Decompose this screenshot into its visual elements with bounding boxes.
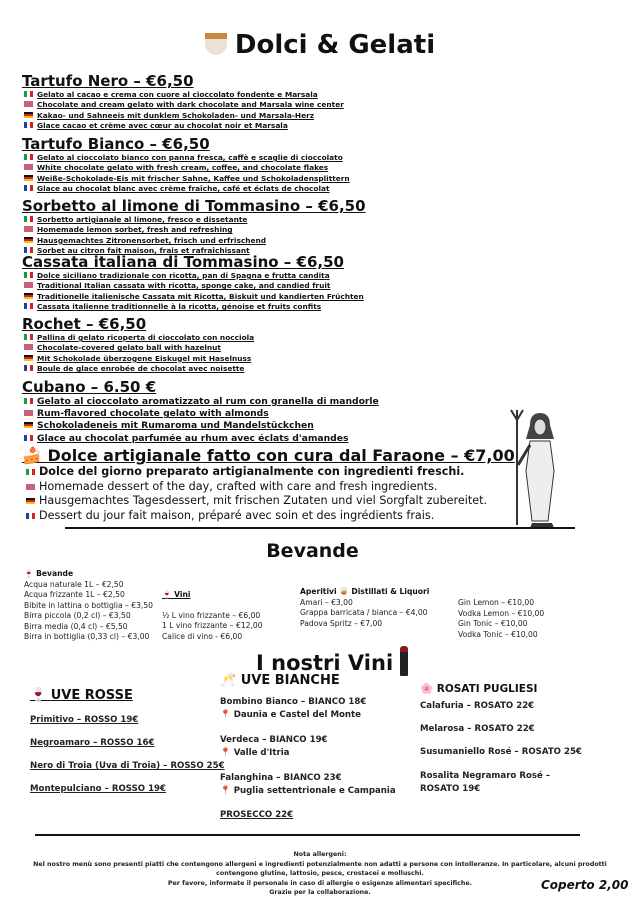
wine-item: Negroamaro – ROSSO 16€ xyxy=(30,738,155,748)
dessert-line-uk xyxy=(22,408,379,420)
flag-it-icon xyxy=(24,272,33,278)
dessert-name: Cubano – 6.50 € xyxy=(22,378,157,396)
dessert-line-text: Rum-flavored chocolate gelato with almonds xyxy=(37,408,269,420)
flag-it-icon xyxy=(24,216,33,222)
dessert-line-it xyxy=(22,215,366,225)
bevande-title: Bevande xyxy=(266,540,359,562)
flag-de-icon xyxy=(24,422,33,428)
flag-uk-icon xyxy=(24,282,33,288)
dessert-line-text: Homemade lemon sorbet, fresh and refreshing xyxy=(37,225,233,235)
flag-it-icon xyxy=(24,91,33,97)
bevande-column xyxy=(24,569,153,643)
dessert-item xyxy=(22,315,254,375)
dessert-line-it xyxy=(22,271,364,281)
rosati-heading: 🌸 ROSATI PUGLIESI xyxy=(420,683,538,695)
prosecco: PROSECCO 22€ xyxy=(220,810,294,820)
dessert-line-fr xyxy=(22,433,379,445)
dessert-line-text: Boule de glace enrobée de chocolat avec noisette xyxy=(37,364,245,374)
dolce-line-it: Dolce del giorno preparato artigianalmente con ingredienti freschi. xyxy=(22,465,515,480)
wine-origin-text: Daunia e Castel del Monte xyxy=(233,710,361,720)
cocktails-column xyxy=(458,598,544,640)
cake-icon: 🍰 xyxy=(22,446,48,465)
flag-uk-icon xyxy=(24,226,33,232)
flag-it-icon xyxy=(24,398,33,404)
drink-item: Bibite in lattina o bottiglia – €3,50 xyxy=(24,600,154,610)
dessert-name: Sorbetto al limone di Tommasino – €6,50 xyxy=(22,197,366,215)
flag-it-icon xyxy=(24,334,33,340)
wine-origin xyxy=(220,709,396,722)
flag-uk-icon xyxy=(24,410,33,416)
wine-origin xyxy=(220,747,396,760)
uve-rosse-heading: 🍷 UVE ROSSE xyxy=(30,688,133,703)
wine-item: Calafuria – ROSATO 22€ xyxy=(420,701,535,711)
drink-item: Gin Lemon – €10,00 xyxy=(458,598,535,607)
dessert-line-text: Glace au chocolat blanc avec crème fraîche, café et éclats de chocolat xyxy=(37,184,330,194)
dessert-name: Tartufo Nero – €6,50 xyxy=(22,72,194,90)
dessert-line-uk xyxy=(22,225,366,235)
dessert-line-fr xyxy=(22,302,364,312)
flag-de-icon xyxy=(24,293,33,299)
dessert-item xyxy=(22,378,379,445)
aperitivi-column xyxy=(300,587,429,629)
note-line: Nel nostro menù sono presenti piatti che contengono allergeni e ingredienti potenzialmente non adatti a persone con intolleranze. In particolare, alcuni prodotti xyxy=(33,860,607,868)
wine-name: Falanghina – BIANCO 23€ xyxy=(220,773,342,783)
drink-item: Padova Spritz – €7,00 xyxy=(300,618,383,628)
dolce-line-fr: Dessert du jour fait maison, préparé avec soin et des ingrédients frais. xyxy=(22,509,515,524)
flag-de-icon xyxy=(24,175,33,181)
flag-de-icon xyxy=(24,237,33,243)
map-pin-icon: 📍 xyxy=(220,710,234,720)
dolce-artigianale xyxy=(22,446,515,523)
dessert-item xyxy=(22,135,350,195)
dessert-line-text: Gelato al cioccolato aromatizzato al rum con granella di mandorle xyxy=(37,396,379,407)
flag-fr-icon xyxy=(24,185,33,191)
flag-uk-icon xyxy=(24,101,33,107)
title-text: Dolci & Gelati xyxy=(234,30,436,60)
vini-heading: 🍷 Vini xyxy=(162,590,191,599)
dessert-line-text: Traditional Italian cassata with ricotta, sponge cake, and candied fruit xyxy=(37,281,331,291)
drink-item: Birra in bottiglia (0,33 cl) – €3,00 xyxy=(24,632,150,641)
note-line: Grazie per la collaborazione. xyxy=(269,889,371,897)
dessert-line-text: Mit Schokolade überzogene Eiskugel mit Haselnuss xyxy=(37,353,252,363)
dolce-heading: 🍰 Dolce artigianale fatto con cura dal Faraone – €7,00 xyxy=(22,446,515,465)
flag-de-icon xyxy=(24,355,33,361)
drink-item: Calice di vino - €6,00 xyxy=(162,631,243,641)
drink-item: Gin Tonic – €10,00 xyxy=(458,619,528,628)
dessert-name: Tartufo Bianco – €6,50 xyxy=(22,135,210,153)
drink-item: ½ L vino frizzante – €6,00 xyxy=(162,610,261,620)
wine-item xyxy=(220,696,396,722)
dessert-line-text: Glace cacao et crème avec cœur au chocolat noir et Marsala xyxy=(37,121,288,131)
wine-item: Nero di Troia (Uva di Troia) – ROSSO 25€ xyxy=(30,761,225,771)
dessert-line-text: Hausgemachtes Zitronensorbet, frisch und erfrischend xyxy=(37,235,267,245)
wine-glass-icon: 🍷 xyxy=(30,688,51,703)
uve-bianche-heading: 🥂 UVE BIANCHE xyxy=(220,673,340,688)
dessert-name: Rochet – €6,50 xyxy=(22,315,147,333)
dolce-line-en: Homemade dessert of the day, crafted with care and fresh ingredients. xyxy=(22,480,515,495)
dessert-line-text: Weiße-Schokolade-Eis mit frischer Sahne, Kaffee und Schokoladensplittern xyxy=(37,173,350,183)
drink-item: Amari – €3,00 xyxy=(300,597,353,607)
flag-it-icon xyxy=(24,154,33,160)
dessert-line-text: Cassata italienne traditionnelle à la ricotta, génoise et fruits confits xyxy=(37,302,322,312)
wine-origin xyxy=(220,785,396,798)
drink-item: Grappa barricata / bianca – €4,00 xyxy=(300,608,428,617)
champagne-icon: 🥂 xyxy=(220,673,241,688)
pharaoh-illustration xyxy=(505,405,575,530)
dessert-name: Cassata italiana di Tommasino – €6,50 xyxy=(22,253,344,271)
wine-bottle-icon xyxy=(400,646,408,676)
dessert-line-it xyxy=(22,90,344,100)
flag-fr-icon xyxy=(24,435,33,441)
dessert-line-text: Gelato al cacao e crema con cuore al cioccolato fondente e Marsala xyxy=(37,90,318,99)
flag-uk-icon xyxy=(26,484,35,490)
dessert-line-de xyxy=(22,354,254,364)
wine-item xyxy=(220,734,396,760)
flag-uk-icon xyxy=(24,164,33,170)
dessert-line-it xyxy=(22,396,379,408)
uve-bianche xyxy=(220,673,396,820)
drink-item: Acqua frizzante 1L – €2,50 xyxy=(24,590,125,599)
rosati-pugliesi xyxy=(420,682,590,809)
wine-name: Verdeca – BIANCO 19€ xyxy=(220,735,328,745)
dessert-line-text: Dolce siciliano tradizionale con ricotta, pan di Spagna e frutta candita xyxy=(37,271,330,280)
flag-uk-icon xyxy=(24,344,33,350)
dessert-line-text: Gelato al cioccolato bianco con panna fresca, caffè e scaglie di cioccolato xyxy=(37,153,343,162)
dessert-line-fr xyxy=(22,364,254,374)
flag-de-icon xyxy=(26,498,35,504)
dessert-line-text: Kakao- und Sahneeis mit dunklem Schokoladen- und Marsala-Herz xyxy=(37,110,315,120)
note-title: Nota allergeni: xyxy=(293,851,347,858)
dessert-line-text: Schokoladeneis mit Rumaroma und Mandelstückchen xyxy=(37,420,314,432)
flower-icon: 🌸 xyxy=(420,683,437,695)
dessert-line-uk xyxy=(22,163,350,173)
note-line: contengono glutine, lattosio, pesce, crostacei e molluschi. xyxy=(216,870,424,878)
dessert-line-text: Sorbet au citron fait maison, frais et rafraîchissant xyxy=(37,246,250,256)
uve-rosse xyxy=(30,688,225,807)
dessert-item xyxy=(22,253,364,313)
dessert-line-uk xyxy=(22,343,254,353)
dessert-line-text: Sorbetto artigianale al limone, fresco e dissetante xyxy=(37,215,248,224)
flag-fr-icon xyxy=(24,365,33,371)
dessert-line-text: Pallina di gelato ricoperta di cioccolato con nocciola xyxy=(37,333,255,342)
map-pin-icon: 📍 xyxy=(220,786,234,796)
dolce-line-de: Hausgemachtes Tagesdessert, mit frischen Zutaten und viel Sorgfalt zubereitet. xyxy=(22,494,515,509)
map-pin-icon: 📍 xyxy=(220,748,234,758)
bevande-heading: 🍷 Bevande xyxy=(24,569,74,578)
whisky-icon: 🥃 xyxy=(339,587,349,596)
dessert-line-de xyxy=(22,292,364,302)
wine-glass-icon: 🍷 xyxy=(162,590,175,599)
wine-item: Primitivo – ROSSO 19€ xyxy=(30,715,139,725)
drink-item: Vodka Lemon – €10,00 xyxy=(458,608,545,618)
drink-icon: 🍷 xyxy=(24,569,37,578)
vini-title: I nostri Vini xyxy=(256,646,408,676)
ice-cream-icon xyxy=(205,33,227,55)
dessert-line-text: Chocolate-covered gelato ball with hazelnut xyxy=(37,343,221,353)
dessert-line-de xyxy=(22,236,366,246)
divider xyxy=(65,527,575,529)
wine-item xyxy=(220,772,396,798)
dessert-line-de xyxy=(22,111,344,121)
wine-item: Rosalita Negramaro Rosé – ROSATO 19€ xyxy=(420,771,551,794)
wine-name: Bombino Bianco – BIANCO 18€ xyxy=(220,697,367,707)
dessert-line-fr xyxy=(22,184,350,194)
dessert-line-de xyxy=(22,420,379,432)
note-line: Per favore, informate il personale in caso di allergie o esigenze alimentari specifiche. xyxy=(167,879,473,887)
flag-fr-icon xyxy=(24,303,33,309)
flag-de-icon xyxy=(24,112,33,118)
dessert-line-text: Chocolate and cream gelato with dark chocolate and Marsala wine center xyxy=(37,100,344,110)
flag-fr-icon xyxy=(24,122,33,128)
flag-fr-icon xyxy=(26,513,35,519)
drink-item: Vodka Tonic – €10,00 xyxy=(458,629,538,639)
dessert-item xyxy=(22,72,344,132)
coperto: Coperto 2,00 xyxy=(541,878,629,892)
dessert-line-de xyxy=(22,174,350,184)
dessert-line-text: Traditionelle italienische Cassata mit Ricotta, Biskuit und kandierten Früchten xyxy=(37,291,364,301)
drink-item: Birra piccola (0,2 cl) – €3,50 xyxy=(24,611,131,620)
dessert-line-it xyxy=(22,153,350,163)
dessert-line-text: White chocolate gelato with fresh cream, coffee, and chocolate flakes xyxy=(37,163,329,173)
aperitivi-heading: Aperitivi 🥃 Distillati & Liquori xyxy=(300,587,430,596)
wine-origin-text: Valle d'Itria xyxy=(233,748,290,758)
page-title xyxy=(0,30,640,60)
drink-item: Acqua naturale 1L – €2,50 xyxy=(24,579,124,589)
wine-origin-text: Puglia settentrionale e Campania xyxy=(233,786,396,796)
flag-it-icon xyxy=(26,469,35,475)
dessert-line-uk xyxy=(22,100,344,110)
dessert-item xyxy=(22,197,366,257)
wine-item: Montepulciano – ROSSO 19€ xyxy=(30,784,167,794)
dessert-line-text: Glace au chocolat parfumée au rhum avec éclats d'amandes xyxy=(37,432,349,444)
drink-item: 1 L vino frizzante – €12,00 xyxy=(162,621,263,630)
divider xyxy=(35,834,580,836)
drink-item: Birra media (0,4 cl) – €5,50 xyxy=(24,621,128,631)
wine-item: Melarosa – ROSATO 22€ xyxy=(420,724,535,734)
dessert-line-fr xyxy=(22,121,344,131)
dessert-line-it xyxy=(22,333,254,343)
dessert-line-uk xyxy=(22,281,364,291)
wine-item: Susumaniello Rosé – ROSATO 25€ xyxy=(420,747,582,757)
vini-column xyxy=(162,590,263,642)
